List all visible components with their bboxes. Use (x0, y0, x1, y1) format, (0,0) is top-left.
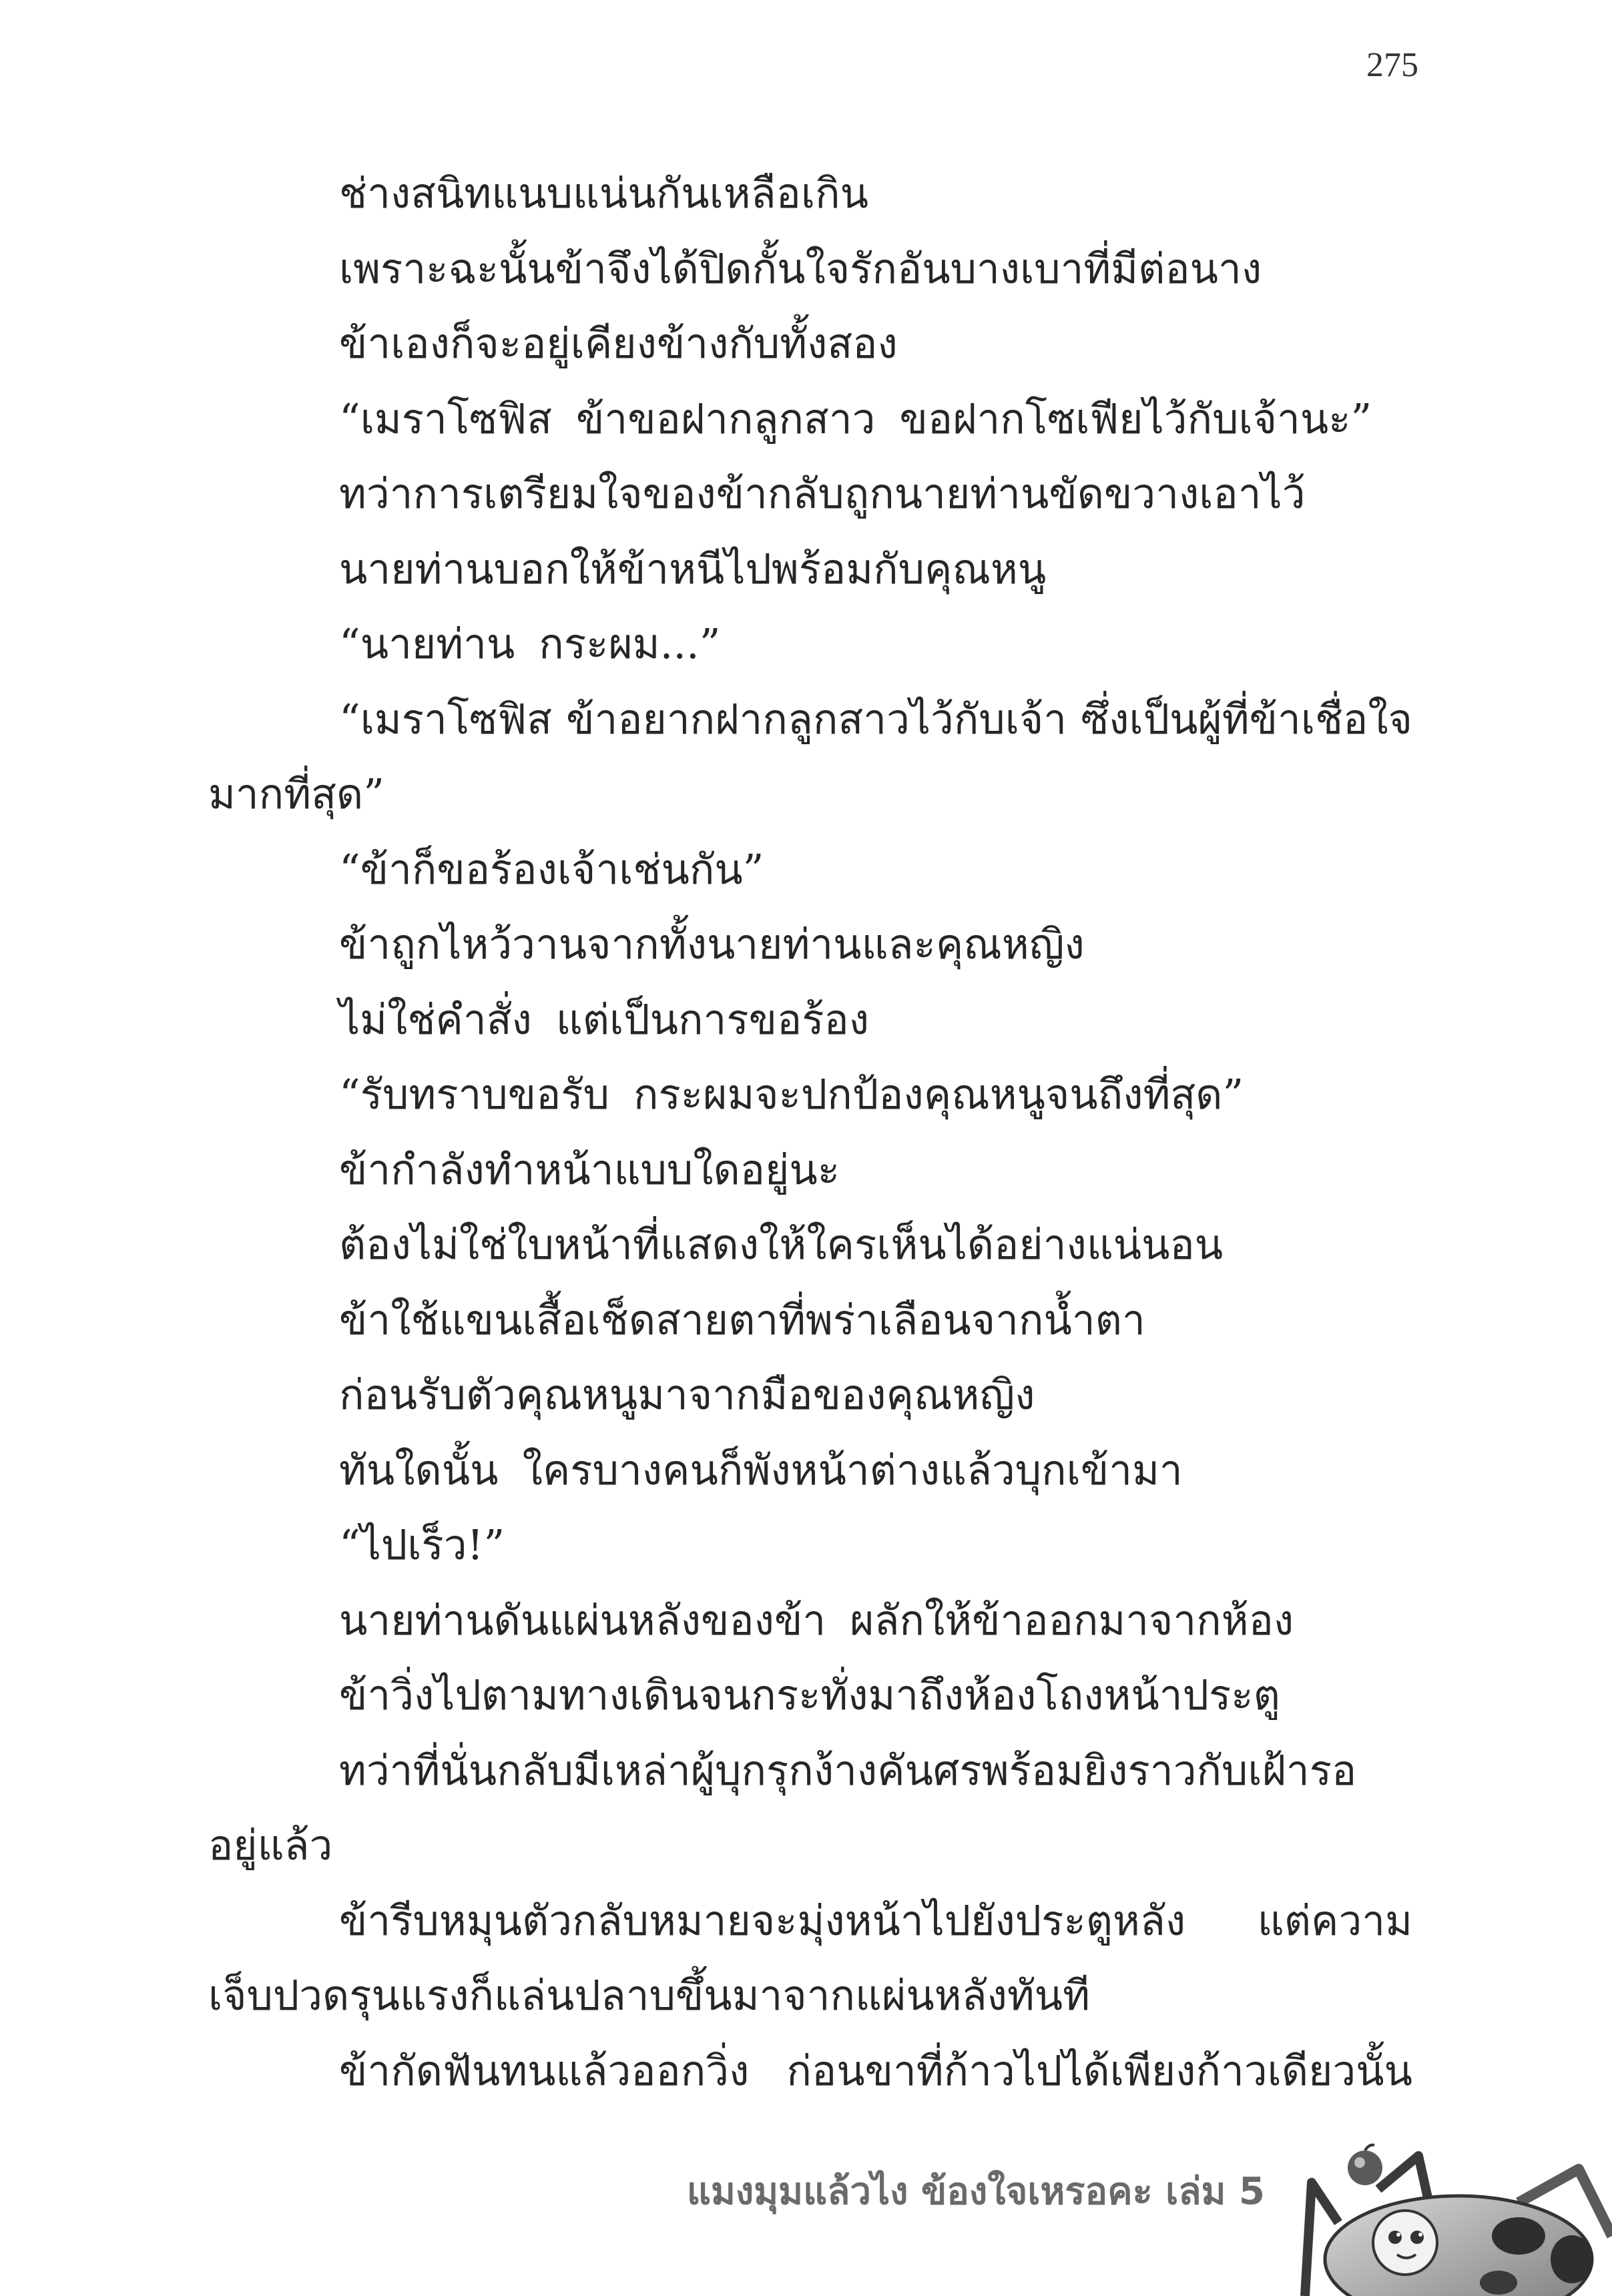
text-segment: ข้ากำลังทำหน้าแบบใดอยู่นะ (339, 1145, 840, 1194)
body-text (208, 156, 1412, 2159)
text-segment: ข้ากัดฟันทนแล้วออกวิ่ง (339, 2046, 750, 2095)
text-segment: “นายท่าน (339, 619, 515, 668)
text-segment: แต่ความ (1257, 1896, 1412, 1945)
text-segment: กระผมจะปกป้องคุณหนูจนถึงที่สุด” (633, 1070, 1244, 1119)
text-segment: ต้องไม่ใช่ใบหน้าที่แสดงให้ใครเห็นได้อย่างแน่นอน (339, 1220, 1224, 1269)
text-segment: ก่อนรับตัวคุณหนูมาจากมือของคุณหญิง (339, 1370, 1035, 1419)
text-segment: ข้ารีบหมุนตัวกลับหมายจะมุ่งหน้าไปยังประตูหลัง (339, 1896, 1186, 1945)
text-segment: “เมราโซฟิส (339, 694, 552, 744)
text-line (208, 1358, 1412, 1433)
text-line (208, 1207, 1412, 1283)
text-segment: อยู่แล้ว (208, 1821, 333, 1870)
text-segment: ข้าเองก็จะอยู่เคียงข้างกับทั้งสอง (339, 319, 898, 368)
text-segment: ข้าอยากฝากลูกสาวไว้กับเจ้า (566, 694, 1067, 744)
text-segment: เพราะฉะนั้นข้าจึงได้ปิดกั้นใจรักอันบางเบาที่มีต่อนาง (339, 244, 1262, 293)
text-line (208, 832, 1412, 908)
text-segment: ทว่าที่นั่นกลับมีเหล่าผู้บุกรุกง้างคันศรพร้อมยิงราวกับเฝ้ารอ (339, 1745, 1357, 1795)
text-segment: นายท่านบอกให้ข้าหนีไปพร้อมกับคุณหนู (339, 544, 1047, 593)
text-segment: ก่อนขาที่ก้าวไปได้เพียงก้าวเดียวนั้น (786, 2046, 1412, 2095)
text-segment: ข้าใช้แขนเสื้อเช็ดสายตาที่พร่าเลือนจากน้ำตา (339, 1295, 1145, 1344)
text-line (208, 982, 1412, 1058)
text-line (208, 682, 1412, 758)
text-line (208, 1808, 1412, 1884)
text-segment: ซึ่งเป็นผู้ที่ข้าเชื่อใจ (1081, 694, 1412, 744)
text-segment: ใครบางคนก็พังหน้าต่างแล้วบุกเข้ามา (522, 1445, 1183, 1494)
text-line (208, 232, 1412, 307)
text-segment: “รับทราบขอรับ (339, 1070, 609, 1119)
spider-mascot-illustration (1298, 2142, 1612, 2296)
text-segment: “ไปเร็ว!” (339, 1520, 505, 1569)
text-line (208, 1508, 1412, 1583)
text-segment: เจ็บปวดรุนแรงก็แล่นปลาบขึ้นมาจากแผ่นหลังทันที (208, 1971, 1090, 2020)
text-line (208, 1057, 1412, 1133)
text-line (208, 156, 1412, 232)
text-line (208, 532, 1412, 607)
text-line (208, 757, 1412, 832)
page-number: 275 (1366, 46, 1418, 84)
text-line (208, 457, 1412, 532)
text-segment: ไม่ใช่คำสั่ง (339, 994, 532, 1044)
text-line (208, 907, 1412, 982)
text-line (208, 382, 1412, 457)
footer-book-title: แมงมุมแล้วไง ข้องใจเหรอคะ เล่ม 5 (686, 2170, 1265, 2213)
text-line (208, 1733, 1412, 1809)
text-segment: ทว่าการเตรียมใจของข้ากลับถูกนายท่านขัดขวางเอาไว้ (339, 469, 1306, 518)
text-segment: ข้าขอฝากลูกสาว (576, 394, 876, 443)
text-segment: ขอฝากโซเฟียไว้กับเจ้านะ” (899, 394, 1372, 443)
text-segment: ทันใดนั้น (339, 1445, 499, 1494)
text-line (208, 1433, 1412, 1508)
text-segment: ช่างสนิทแนบแน่นกันเหลือเกิน (339, 169, 869, 218)
text-segment: มากที่สุด” (208, 770, 384, 818)
text-segment: “เมราโซฟิส (339, 394, 552, 443)
text-segment: “ข้าก็ขอร้องเจ้าเช่นกัน” (339, 844, 764, 894)
text-line (208, 1283, 1412, 1358)
text-line (208, 1658, 1412, 1733)
text-line (208, 607, 1412, 682)
text-line (208, 306, 1412, 382)
text-segment: นายท่านดันแผ่นหลังของข้า (339, 1595, 826, 1645)
text-line (208, 2034, 1412, 2109)
text-segment: แต่เป็นการขอร้อง (555, 994, 870, 1044)
text-line (208, 1958, 1412, 2034)
text-line (208, 1583, 1412, 1659)
text-segment: ข้าวิ่งไปตามทางเดินจนกระทั่งมาถึงห้องโถงหน้าประตู (339, 1671, 1280, 1719)
text-line (208, 1133, 1412, 1208)
text-segment: ข้าถูกไหว้วานจากทั้งนายท่านและคุณหญิง (339, 920, 1085, 968)
text-segment: กระผม...” (539, 619, 721, 668)
text-segment: ผลักให้ข้าออกมาจากห้อง (850, 1595, 1294, 1645)
text-line (208, 1884, 1412, 1959)
